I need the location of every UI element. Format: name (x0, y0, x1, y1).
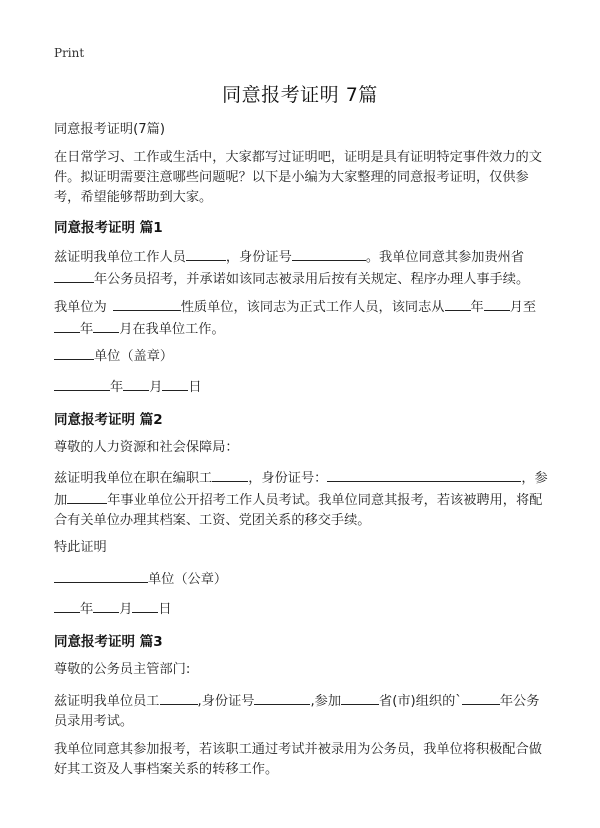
text-run: ，参加 (54, 471, 548, 508)
section-2-heading: 同意报考证明 篇2 (54, 412, 163, 428)
seal-label: 单位（盖章） (94, 349, 174, 364)
text-run: 兹证明我单位工作人员 (54, 250, 186, 265)
blank-province (341, 690, 379, 705)
year-label: 年 (80, 602, 94, 617)
blank-unit (54, 568, 148, 583)
section-2-seal-line (54, 568, 549, 590)
blank-year (462, 690, 500, 705)
text-run: 兹证明我单位员工 (54, 694, 160, 709)
text-run: 我单位为 (54, 300, 107, 315)
text-run: ，身份证号： (248, 471, 328, 486)
text-run: 月在我单位工作。 (119, 322, 225, 337)
day-label: 日 (188, 380, 202, 395)
page-title: 同意报考证明 7篇 (222, 84, 378, 106)
text-run: ,参加 (310, 694, 342, 709)
text-run: 年 (80, 322, 94, 337)
blank-month (123, 376, 149, 391)
section-1-date-line (54, 376, 549, 398)
blank-start-month (484, 296, 510, 311)
print-label: Print (54, 46, 85, 60)
blank-day (162, 376, 188, 391)
section-2-date-line (54, 598, 549, 620)
day-label: 日 (158, 602, 172, 617)
text-run: 年公务员录用考试。 (54, 694, 540, 729)
section-2-salutation: 尊敬的人力资源和社会保障局： (54, 440, 239, 455)
text-run: 年公务员招考，并承诺如该同志被录用后按有关规定、程序办理人事手续。 (94, 272, 530, 287)
section-2-special: 特此证明 (54, 540, 107, 555)
blank-year (54, 598, 80, 613)
section-1-paragraph-1 (54, 246, 549, 290)
blank-end-month (93, 318, 119, 333)
month-label: 月 (119, 602, 133, 617)
blank-name (212, 467, 248, 482)
blank-year (54, 268, 94, 283)
text-run: 年事业单位公开招考工作人员考试。我单位同意其报考，若该被聘用，将配合有关单位办理其档案、工资、党团关系的移交手续。 (54, 493, 543, 528)
blank-id-number (292, 246, 366, 261)
blank-unit (54, 345, 94, 360)
section-3-paragraph-1 (54, 690, 549, 732)
text-run: ，身份证号 (225, 250, 292, 265)
section-1-seal-line (54, 345, 549, 367)
blank-name (186, 246, 226, 261)
seal-label: 单位（公章） (148, 572, 228, 587)
subtitle: 同意报考证明(7篇) (54, 122, 165, 137)
text-run: ,身份证号 (197, 694, 255, 709)
blank-end-year (54, 318, 80, 333)
section-1-paragraph-2 (54, 296, 549, 340)
blank-id-number (327, 467, 521, 482)
blank-unit-type (113, 296, 181, 311)
blank-year (54, 376, 110, 391)
section-3-salutation: 尊敬的公务员主管部门: (54, 662, 191, 677)
text-run: 性质单位，该同志为正式工作人员，该同志从 (180, 300, 445, 315)
blank-year (67, 489, 107, 504)
text-run: 兹证明我单位在职在编职工 (54, 471, 213, 486)
text-run: 月至 (509, 300, 537, 315)
text-run: 年 (470, 300, 484, 315)
text-run: 。我单位同意其参加贵州省 (365, 250, 525, 265)
blank-day (132, 598, 158, 613)
section-1-heading: 同意报考证明 篇1 (54, 220, 163, 236)
blank-start-year (445, 296, 471, 311)
month-label: 月 (149, 380, 163, 395)
section-3-paragraph-2: 我单位同意其参加报考，若该职工通过考试并被录用为公务员，我单位将积极配合做好其工资及人事档案关系的转移工作。 (54, 742, 542, 777)
year-label: 年 (110, 380, 124, 395)
blank-month (93, 598, 119, 613)
text-run: 省(市)组织的` (379, 694, 462, 709)
section-3-heading: 同意报考证明 篇3 (54, 634, 163, 650)
blank-name (160, 690, 198, 705)
blank-id-number (254, 690, 310, 705)
section-2-paragraph-1 (54, 467, 549, 531)
intro-paragraph: 在日常学习、工作或生活中，大家都写过证明吧，证明是具有证明特定事件效力的文件。拟证明需要注意哪些问题呢？以下是小编为大家整理的同意报考证明，仅供参考，希望能够帮助到大家。 (54, 150, 542, 205)
